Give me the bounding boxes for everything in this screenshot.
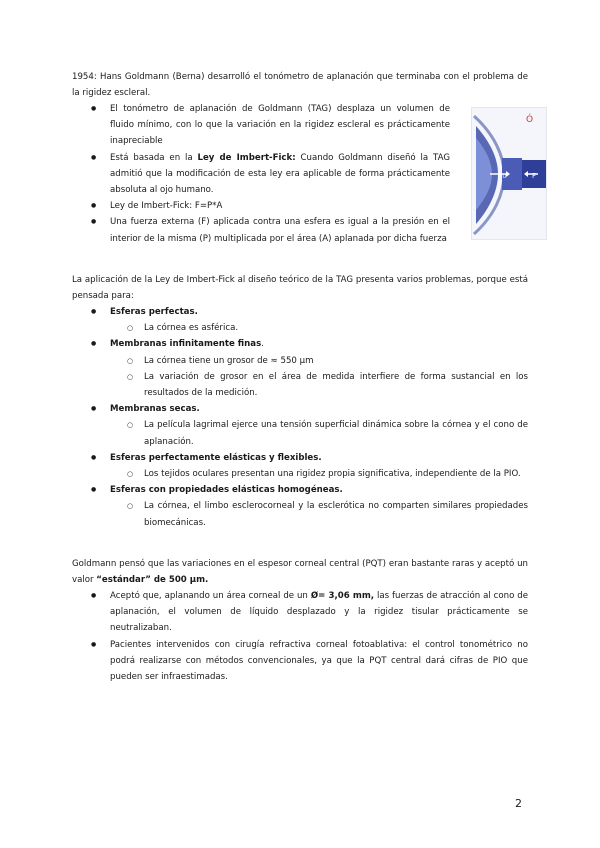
list-item: ● Membranas infinitamente finas. — [72, 336, 528, 352]
list-item: ● Una fuerza externa (F) aplicada contra una esfera es igual a la presión en el interior de la misma (P) multiplicada por el área (A) aplanada por dicha fuerza — [72, 214, 450, 246]
standard-value: “estándar” de 500 µm. — [96, 575, 209, 586]
list-item: ● Ley de Imbert-Fick: F=P*A — [72, 198, 450, 214]
list-item: ● El tonómetro de aplanación de Goldmann (TAG) desplaza un volumen de fluido mínimo, con lo que la variación en la rigidez escleral es prácticamente inapreciable — [72, 101, 450, 150]
list-item: ○ La córnea, el limbo esclerocorneal y la esclerótica no comparten similares propiedades biomecánicas. — [72, 498, 528, 530]
list-item: ● Esferas con propiedades elásticas homogéneas. — [72, 482, 528, 498]
pqt-intro: Goldmann pensó que las variaciones en el espesor corneal central (PQT) eran bastante raras y aceptó un valor “estándar” de 500 µm. — [72, 559, 528, 586]
pqt-bullet-list — [72, 588, 528, 685]
list-item: ● Está basada en la Ley de Imbert-Fick: Cuando Goldmann diseñó la TAG admitió que la modificación de esta ley era aplicable de forma prácticamente absoluta al ojo humano. — [72, 150, 450, 199]
list-item: ● Esferas perfectas. — [72, 304, 528, 320]
list-item: ○ La película lagrimal ejerce una tensión superficial dinámica sobre la córnea y el cono de aplanación. — [72, 417, 528, 449]
list-item: ● Aceptó que, aplanando un área corneal de un Ø= 3,06 mm, las fuerzas de atracción al cono de aplanación, el volumen de líquido desplazado y la rigidez tisular prácticamente se neutralizaban. — [72, 588, 528, 637]
list-item: ● Esferas perfectamente elásticas y flexibles. — [72, 450, 528, 466]
figure-label-p: PIO — [498, 174, 507, 180]
tonometer-figure — [471, 107, 547, 240]
tag-bullet-list — [72, 101, 450, 247]
list-item: ○ La variación de grosor en el área de medida interfiere de forma sustancial en los resultados de la medición. — [72, 369, 528, 401]
intro-paragraph: 1954: Hans Goldmann (Berna) desarrolló el tonómetro de aplanación que terminaba con el problema de la rigidez escleral. — [72, 72, 528, 99]
list-item: ● Pacientes intervenidos con cirugía refractiva corneal fotoablativa: el control tonométrico no podrá realizarse con métodos convencionales, ya que la PQT central dará cifras de PIO que pueden ser infraestimadas. — [72, 637, 528, 686]
problems-list — [72, 304, 528, 531]
list-item: ○ Los tejidos oculares presentan una rigidez propia significativa, independiente de la PIO. — [72, 466, 528, 482]
eye-applanation-icon — [472, 108, 546, 239]
list-item: ● Membranas secas. — [72, 401, 528, 417]
list-item: ○ La córnea tiene un grosor de ≈ 550 µm — [72, 353, 528, 369]
law-name: Ley de Imbert-Fick: — [197, 152, 296, 163]
diameter-value: Ø= 3,06 mm, — [310, 591, 375, 601]
page-number: 2 — [515, 797, 522, 810]
figure-label-o: Ó — [526, 115, 534, 125]
problems-intro: La aplicación de la Ley de Imbert-Fick al diseño teórico de la TAG presenta varios problemas, porque está pensada para: — [72, 275, 528, 302]
figure-label-f: F — [532, 172, 537, 180]
list-item: ○ La córnea es asférica. — [72, 320, 528, 336]
